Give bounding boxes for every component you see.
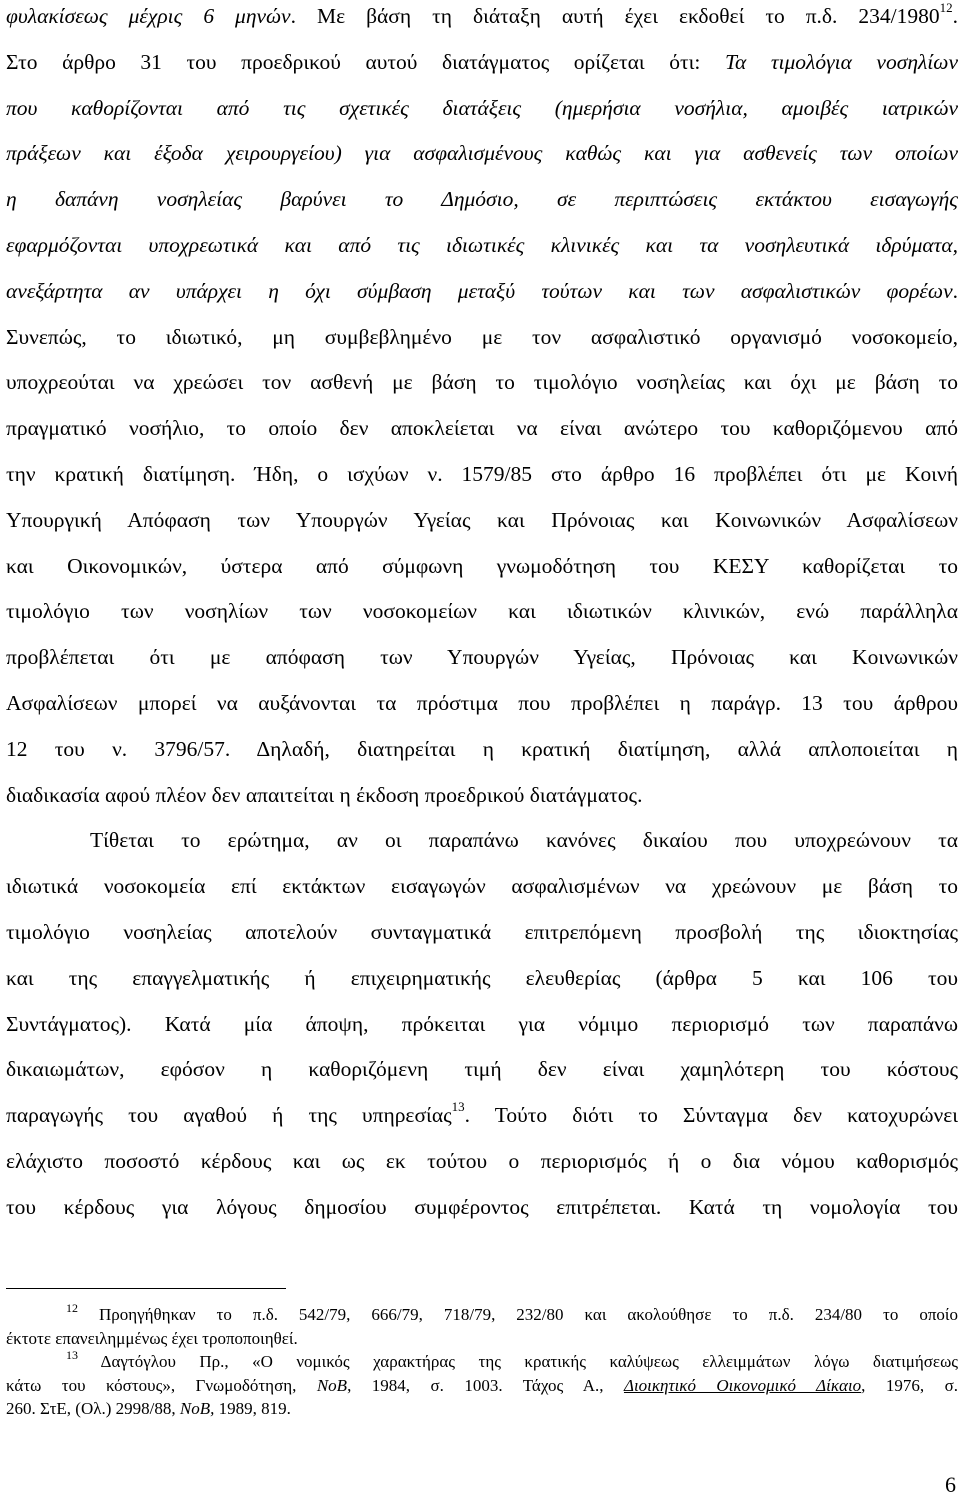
- text-run: Τίθεται το ερώτημα, αν οι παραπάνω κανόνες δικαίου που υποχρεώνουν τα: [90, 828, 958, 853]
- text-run: τιμολόγιο νοσηλείας αποτελούν συνταγματικά επιτρεπόμενη προσβολή της ιδιοκτησίας: [6, 920, 958, 944]
- text-run: .: [952, 278, 958, 303]
- text-run: , 1984, σ. 1003. Τάχος Α.,: [347, 1375, 624, 1395]
- body-line: [6, 138, 958, 168]
- footnote-marker: 13: [66, 1348, 78, 1362]
- body-line: [6, 413, 958, 443]
- text-run: υποχρεούται να χρεώσει τον ασθενή με βάση το τιμολόγιο νοσηλείας και όχι με βάση το: [6, 370, 958, 395]
- body-line: [6, 93, 958, 123]
- body-line: [6, 871, 958, 901]
- body-line: [6, 322, 958, 352]
- text-run: εφαρμόζονται υποχρεωτικά και από τις ιδιωτικές κλινικές και τα νοσηλευτικά ιδρύματα,: [6, 233, 958, 257]
- text-run: . Τούτο διότι το Σύνταγμα δεν κατοχυρώνει: [464, 1103, 959, 1128]
- text-run: Τα τιμολόγια νοσηλίων: [724, 49, 958, 74]
- footnote-line: [6, 1301, 958, 1326]
- body-line: [6, 917, 958, 947]
- text-run: έκτοτε επανειλημμένως έχει τροποποιηθεί.: [6, 1328, 298, 1348]
- page-number: 6: [945, 1472, 956, 1497]
- body-line: [6, 184, 958, 214]
- footnote-line: [6, 1375, 958, 1397]
- body-line: [6, 1100, 958, 1130]
- footnote-line: [6, 1348, 958, 1373]
- footnote-line: [6, 1328, 958, 1350]
- text-run: Διοικητικό Οικονομικό Δίκαιο: [623, 1375, 862, 1395]
- text-run: διαδικασία αφού πλέον δεν απαιτείται η έκδοση προεδρικού διατάγματος.: [6, 782, 643, 807]
- text-run: Ασφαλίσεων μπορεί να αυξάνονται τα πρόστιμα που προβλέπει η παράγρ. 13 του άρθρου: [6, 691, 958, 715]
- body-line: [6, 47, 958, 77]
- body-line: [6, 505, 958, 535]
- text-run: , 1976, σ.: [861, 1375, 958, 1395]
- text-run: ελάχιστο ποσοστό κέρδους και ως εκ τούτου ο περιορισμός ή ο δια νόμου καθορισμός: [6, 1149, 958, 1173]
- footnote-line: [6, 1398, 958, 1420]
- body-line: [6, 780, 958, 810]
- text-run: δικαιωμάτων, εφόσον η καθοριζόμενη τιμή δεν είναι χαμηλότερη του κόστους: [6, 1057, 958, 1082]
- text-run: ιδιωτικά νοσοκομεία επί εκτάκτων εισαγωγών ασφαλισμένων να χρεώνουν με βάση το: [6, 874, 958, 899]
- text-run: 12 του ν. 3796/57. Δηλαδή, διατηρείται η κρατική διατίμηση, αλλά απλοποιείται η: [6, 736, 958, 761]
- text-run: Υπουργική Απόφαση των Υπουργών Υγείας και Πρόνοιας και Κοινωνικών Ασφαλίσεων: [6, 507, 958, 532]
- text-run: και της επαγγελματικής ή επιχειρηματικής ελευθερίας (άρθρα 5 και 106 του: [6, 965, 958, 990]
- body-line: [6, 276, 958, 306]
- text-run: Στο άρθρο 31 του προεδρικού αυτού διατάγματος ορίζεται ότι:: [6, 49, 725, 74]
- body-line: [6, 551, 958, 581]
- body-line: [6, 688, 958, 718]
- text-run: του κέρδους για λόγους δημοσίου συμφέροντος επιτρέπεται. Κατά τη νομολογία του: [6, 1194, 958, 1219]
- text-run: παραγωγής του αγαθού ή της υπηρεσίας: [6, 1103, 452, 1128]
- body-line: [6, 963, 958, 993]
- text-run: που καθορίζονται από τις σχετικές διατάξεις (ημερήσια νοσήλια, αμοιβές ιατρικών: [6, 95, 958, 120]
- text-run: . Με βάση τη διάταξη αυτή έχει εκδοθεί το π.δ. 234/1980: [290, 4, 940, 28]
- text-run: την κρατική διατίμηση. Ήδη, ο ισχύων ν. 1579/85 στο άρθρο 16 προβλέπει ότι με Κοινή: [6, 462, 958, 486]
- text-run: Συντάγματος). Κατά μία άποψη, πρόκειται για νόμιμο περιορισμό των παραπάνω: [6, 1011, 958, 1036]
- body-line: [6, 459, 958, 489]
- text-run: 260. ΣτΕ, (Ολ.) 2998/88,: [6, 1399, 180, 1418]
- body-line: [6, 1, 958, 31]
- text-run: πράξεων και έξοδα χειρουργείου) για ασφαλισμένους καθώς και για ασθενείς των οποίων: [6, 141, 958, 166]
- text-run: φυλακίσεως μέχρις 6 μηνών: [6, 4, 291, 28]
- text-run: Συνεπώς, το ιδιωτικό, μη συμβεβλημένο με τον ασφαλιστικό οργανισμό νοσοκομείο,: [6, 324, 958, 349]
- body-line: [6, 596, 958, 626]
- body-line: [6, 1146, 958, 1176]
- footnote-marker: 13: [451, 1099, 465, 1115]
- footnote-marker: 12: [939, 0, 953, 15]
- text-run: προβλέπεται ότι με απόφαση των Υπουργών Υγείας, Πρόνοιας και Κοινωνικών: [6, 645, 958, 670]
- body-line: [6, 230, 958, 260]
- text-run: και Οικονομικών, ύστερα από σύμφωνη γνωμοδότηση του ΚΕΣΥ καθορίζεται το: [6, 553, 958, 578]
- text-run: 1989, 819.: [214, 1399, 291, 1418]
- text-run: ΝοΒ,: [179, 1399, 215, 1418]
- body-line: [6, 734, 958, 764]
- text-run: κάτω του κόστους», Γνωμοδότηση,: [6, 1375, 317, 1395]
- text-run: Δαγτόγλου Πρ., «Ο νομικός χαρακτήρας της κρατικής καλύψεως ελλειμμάτων λόγω διατιμήσεως: [78, 1352, 958, 1371]
- body-line: [6, 825, 958, 855]
- body-line: [6, 1009, 958, 1039]
- text-run: τιμολόγιο των νοσηλίων των νοσοκομείων και ιδιωτικών κλινικών, ενώ παράλληλα: [6, 599, 958, 624]
- footnote-marker: 12: [66, 1301, 78, 1315]
- body-line: [6, 1054, 958, 1084]
- body-line: [6, 367, 958, 397]
- body-line: [6, 642, 958, 672]
- body-line: [6, 1192, 958, 1222]
- text-run: Προηγήθηκαν το π.δ. 542/79, 666/79, 718/79, 232/80 και ακολούθησε το π.δ. 234/80 το οποίο: [78, 1305, 958, 1324]
- text-run: ΝοΒ: [316, 1375, 348, 1395]
- footnote-separator: [6, 1288, 286, 1289]
- text-run: .: [952, 4, 959, 28]
- text-run: η δαπάνη νοσηλείας βαρύνει το Δημόσιο, σε περιπτώσεις εκτάκτου εισαγωγής: [6, 187, 958, 212]
- text-run: πραγματικό νοσήλιο, το οποίο δεν αποκλείεται να είναι ανώτερο του καθοριζόμενου από: [6, 416, 958, 441]
- text-run: ανεξάρτητα αν υπάρχει η όχι σύμβαση μεταξύ τούτων και των ασφαλιστικών φορέων: [6, 278, 953, 303]
